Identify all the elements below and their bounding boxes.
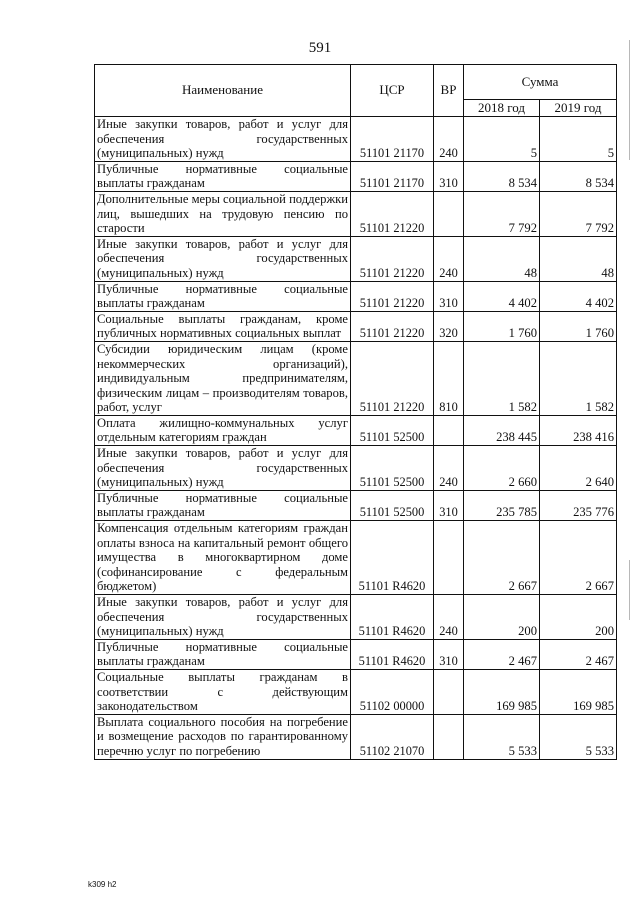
row-sum-2018: 200 [464, 595, 540, 640]
row-vr: 240 [434, 236, 464, 281]
table-row [95, 714, 617, 759]
row-vr: 320 [434, 311, 464, 341]
row-sum-2019: 1 582 [540, 341, 617, 415]
row-csr: 51101 52500 [351, 415, 434, 445]
row-sum-2019: 238 416 [540, 415, 617, 445]
header-name: Наименование [95, 65, 351, 117]
row-csr: 51101 21170 [351, 161, 434, 191]
row-sum-2019: 7 792 [540, 191, 617, 236]
row-sum-2018: 2 660 [464, 446, 540, 491]
row-vr [434, 714, 464, 759]
row-vr [434, 521, 464, 595]
table-row [95, 490, 617, 520]
header-csr: ЦСР [351, 65, 434, 117]
row-vr: 310 [434, 161, 464, 191]
row-sum-2018: 5 533 [464, 714, 540, 759]
row-sum-2018: 8 534 [464, 161, 540, 191]
row-csr: 51101 21220 [351, 311, 434, 341]
row-sum-2019: 48 [540, 236, 617, 281]
row-name: Социальные выплаты гражданам, кроме публичных нормативных социальных выплат [95, 311, 351, 341]
row-sum-2018: 1 760 [464, 311, 540, 341]
row-name: Дополнительные меры социальной поддержки лиц, вышедших на трудовую пенсию по старости [95, 191, 351, 236]
row-name: Иные закупки товаров, работ и услуг для обеспечения государственных (муниципальных) нужд [95, 236, 351, 281]
row-sum-2019: 1 760 [540, 311, 617, 341]
row-sum-2018: 5 [464, 117, 540, 162]
row-vr: 240 [434, 117, 464, 162]
row-sum-2019: 235 776 [540, 490, 617, 520]
row-sum-2019: 2 467 [540, 639, 617, 669]
scan-edge-mark [629, 40, 630, 160]
row-csr: 51101 21220 [351, 341, 434, 415]
row-name: Публичные нормативные социальные выплаты гражданам [95, 161, 351, 191]
header-year-2018: 2018 год [464, 100, 540, 117]
row-name: Иные закупки товаров, работ и услуг для обеспечения государственных (муниципальных) нужд [95, 117, 351, 162]
row-vr [434, 415, 464, 445]
page-number: 591 [308, 40, 332, 56]
row-csr: 51101 52500 [351, 446, 434, 491]
table-row [95, 595, 617, 640]
row-vr: 310 [434, 281, 464, 311]
table-row [95, 236, 617, 281]
row-csr: 51101 21220 [351, 281, 434, 311]
row-sum-2018: 2 467 [464, 639, 540, 669]
table-row [95, 669, 617, 714]
row-sum-2019: 4 402 [540, 281, 617, 311]
row-name: Субсидии юридическим лицам (кроме некоммерческих организаций), индивидуальным предпринимателям, физическим лицам – производителям товаров, работ, услуг [95, 341, 351, 415]
row-vr: 240 [434, 446, 464, 491]
row-vr: 240 [434, 595, 464, 640]
row-vr [434, 669, 464, 714]
footer-code: k309 h2 [88, 880, 117, 889]
row-vr: 810 [434, 341, 464, 415]
table-row [95, 311, 617, 341]
row-sum-2019: 169 985 [540, 669, 617, 714]
scan-edge-mark [629, 560, 630, 620]
row-csr: 51101 21220 [351, 191, 434, 236]
row-sum-2019: 5 [540, 117, 617, 162]
row-csr: 51101 21220 [351, 236, 434, 281]
row-name: Выплата социального пособия на погребение и возмещение расходов по гарантированному перечню услуг по погребению [95, 714, 351, 759]
table-row [95, 281, 617, 311]
table-row [95, 521, 617, 595]
row-name: Иные закупки товаров, работ и услуг для обеспечения государственных (муниципальных) нужд [95, 595, 351, 640]
row-name: Публичные нормативные социальные выплаты гражданам [95, 281, 351, 311]
row-sum-2019: 2 640 [540, 446, 617, 491]
row-vr: 310 [434, 490, 464, 520]
header-vr: ВР [434, 65, 464, 117]
row-csr: 51102 00000 [351, 669, 434, 714]
row-name: Оплата жилищно-коммунальных услуг отдельным категориям граждан [95, 415, 351, 445]
row-sum-2019: 200 [540, 595, 617, 640]
row-sum-2019: 5 533 [540, 714, 617, 759]
row-sum-2018: 7 792 [464, 191, 540, 236]
row-name: Иные закупки товаров, работ и услуг для обеспечения государственных (муниципальных) нужд [95, 446, 351, 491]
row-csr: 51101 R4620 [351, 521, 434, 595]
row-csr: 51101 R4620 [351, 595, 434, 640]
row-sum-2019: 8 534 [540, 161, 617, 191]
row-csr: 51102 21070 [351, 714, 434, 759]
row-sum-2018: 169 985 [464, 669, 540, 714]
table-row [95, 415, 617, 445]
row-csr: 51101 52500 [351, 490, 434, 520]
row-sum-2018: 48 [464, 236, 540, 281]
row-csr: 51101 21170 [351, 117, 434, 162]
row-vr: 310 [434, 639, 464, 669]
row-sum-2018: 2 667 [464, 521, 540, 595]
row-sum-2019: 2 667 [540, 521, 617, 595]
table-row [95, 161, 617, 191]
header-sum: Сумма [464, 65, 617, 100]
budget-table [94, 64, 617, 760]
row-sum-2018: 1 582 [464, 341, 540, 415]
row-sum-2018: 235 785 [464, 490, 540, 520]
row-name: Компенсация отдельным категориям граждан оплаты взноса на капитальный ремонт общего имущества в многоквартирном доме (софинансирование с федеральным бюджетом) [95, 521, 351, 595]
row-csr: 51101 R4620 [351, 639, 434, 669]
table-row [95, 446, 617, 491]
header-year-2019: 2019 год [540, 100, 617, 117]
table-body [95, 117, 617, 760]
table-row [95, 341, 617, 415]
row-name: Публичные нормативные социальные выплаты гражданам [95, 639, 351, 669]
table-row [95, 117, 617, 162]
row-sum-2018: 4 402 [464, 281, 540, 311]
row-name: Социальные выплаты гражданам в соответствии с действующим законодательством [95, 669, 351, 714]
row-sum-2018: 238 445 [464, 415, 540, 445]
table-row [95, 639, 617, 669]
row-name: Публичные нормативные социальные выплаты гражданам [95, 490, 351, 520]
row-vr [434, 191, 464, 236]
table-row [95, 191, 617, 236]
